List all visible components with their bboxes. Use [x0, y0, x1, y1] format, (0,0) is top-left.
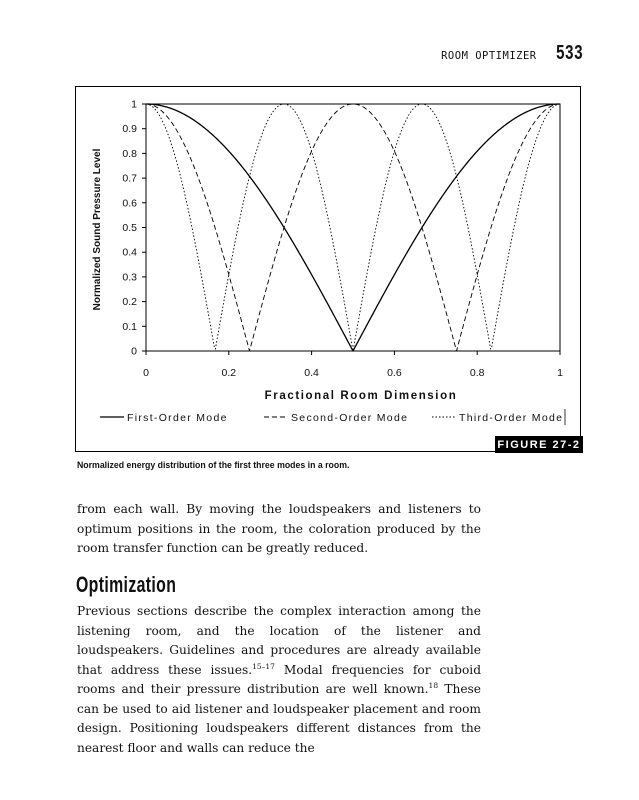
- paragraph-optimization: [77, 602, 481, 758]
- figure-frame: [75, 86, 581, 452]
- para2-text-b: Modal frequencies for cuboid rooms and their pressure distribution are well known.: [77, 662, 481, 696]
- figure-label: FIGURE 27-2: [495, 436, 583, 453]
- x-tick-label: 0.6: [387, 367, 402, 379]
- mode-chart: [76, 87, 580, 451]
- y-tick-label: 0.7: [122, 172, 137, 185]
- figure-caption: Normalized energy distribution of the first three modes in a room.: [77, 460, 350, 471]
- y-tick-label: 0.2: [122, 296, 137, 309]
- y-tick-label: 0.9: [122, 123, 137, 136]
- y-tick-label: 0.3: [122, 271, 137, 284]
- x-tick-label: 0: [143, 367, 149, 379]
- para2-text-c: These can be used to aid listener and loudspeaker placement and room design. Positioning loudspeakers different distances from the nearest floor and walls can reduce the: [77, 682, 481, 755]
- legend-entry: Second-Order Mode: [291, 412, 409, 424]
- x-tick-label: 0.4: [304, 367, 319, 379]
- x-axis-title: Fractional Room Dimension: [264, 390, 458, 402]
- para2-text-a: Previous sections describe the complex interaction among the listening room, and the location of the listener and loudspeakers. Guidelines and procedures are already available that address these issues.: [77, 604, 481, 677]
- x-tick-label: 1: [557, 367, 563, 379]
- legend-entry: First-Order Mode: [127, 412, 228, 424]
- y-tick-label: 1: [131, 98, 137, 111]
- series-third-order-mode-line: [146, 104, 560, 351]
- x-tick-label: 0.8: [469, 367, 485, 379]
- x-tick-label: 0.2: [221, 367, 237, 379]
- y-axis-title: Normalized Sound Pressure Level: [92, 148, 103, 311]
- y-tick-label: 0.6: [122, 197, 137, 210]
- y-tick-label: 0.4: [122, 246, 137, 259]
- y-tick-label: 0: [131, 345, 137, 358]
- y-tick-label: 0.5: [122, 222, 137, 234]
- series-first-order-mode-line: [146, 104, 560, 351]
- running-title: ROOM OPTIMIZER: [441, 50, 537, 62]
- running-head: [441, 42, 583, 65]
- legend-entry: Third-Order Mode: [459, 412, 564, 424]
- plot-area-frame: [146, 104, 560, 351]
- citation-18: 18: [428, 680, 439, 690]
- page-number: 533: [555, 42, 583, 64]
- paragraph-intro: from each wall. By moving the loudspeakers and listeners to optimum positions in the room, the coloration produced by the room transfer function can be greatly reduced.: [77, 502, 481, 555]
- citation-15-17: 15–17: [252, 661, 275, 671]
- section-heading: Optimization: [76, 572, 177, 597]
- y-tick-label: 0.1: [122, 320, 137, 333]
- series-second-order-mode-line: [146, 104, 560, 351]
- y-tick-label: 0.8: [122, 147, 137, 160]
